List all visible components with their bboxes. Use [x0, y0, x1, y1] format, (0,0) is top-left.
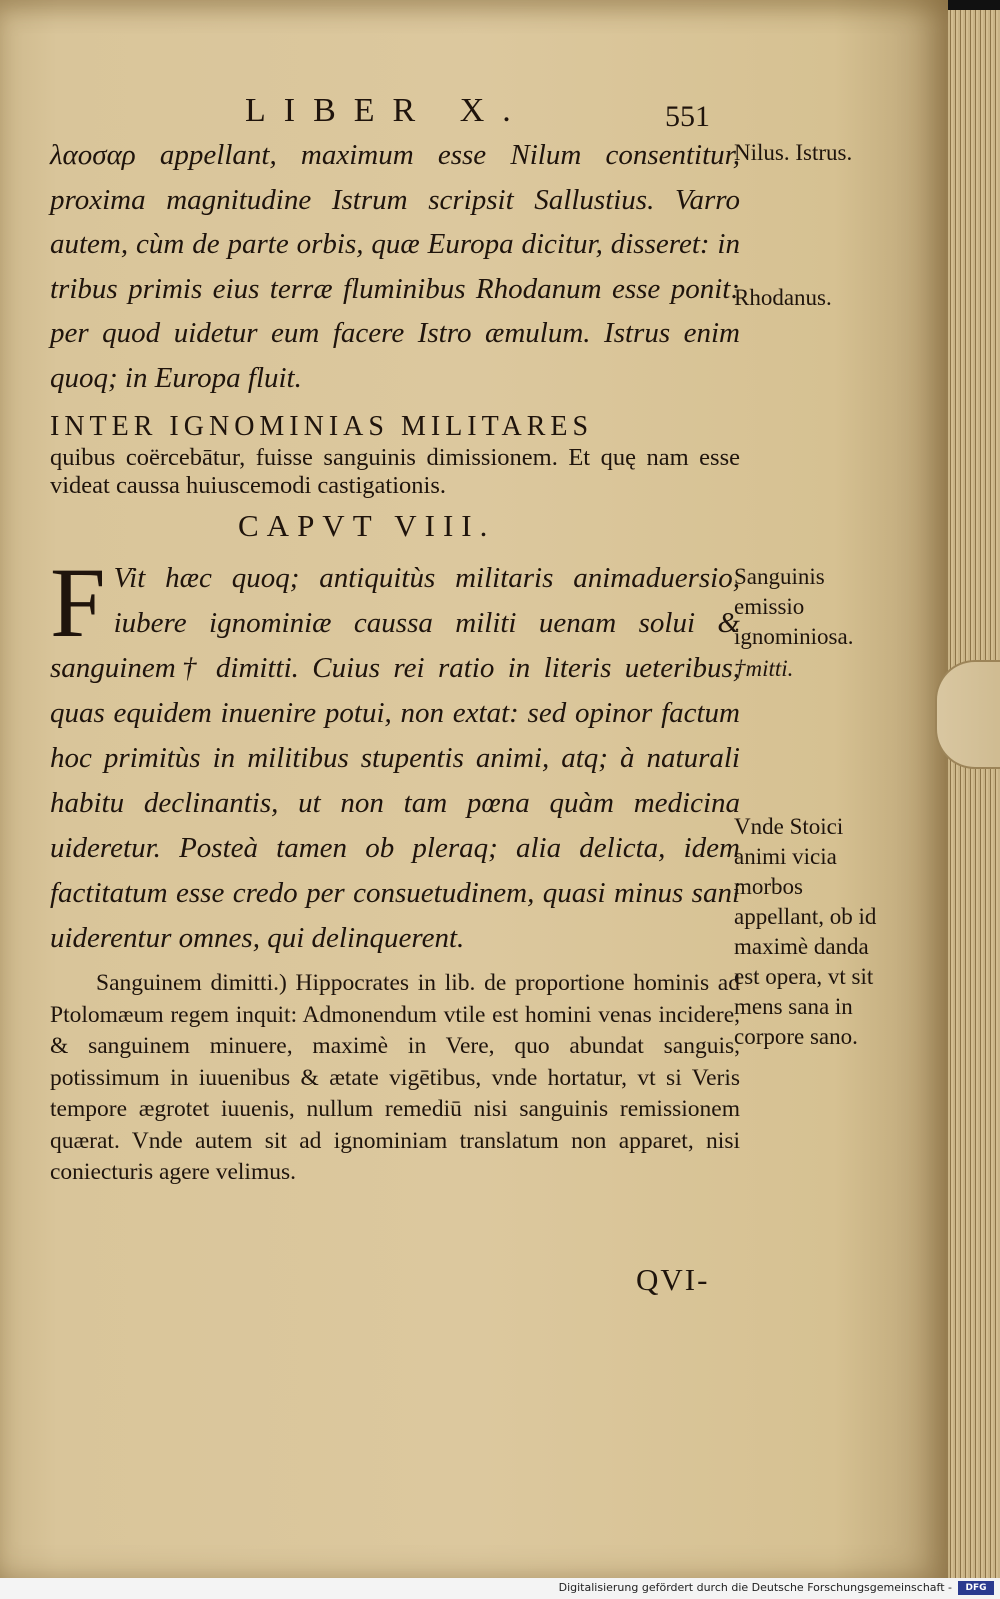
paragraph-2-text: Vit hæc quoq; antiquitùs militaris animaduersio, iubere ignominiæ caussa militi uenam solui & sanguinem† dimitti. Cuius rei ratio in literis ueteribus, quas equidem inuenire potui, non extat: sed opinor factum hoc primitùs in militibus stupentis animi, atq; à naturali habitu declinantis, ut non tam pœna quàm medicina uideretur. Posteà tamen ob pleraq; alia delicta, idem factitatum esse credo per consuetudinem, quasi minus sani uiderentur omnes, qui delinquerent.	[50, 562, 740, 954]
running-head: LIBER X.	[245, 92, 529, 129]
heading-caps: INTER IGNOMINIAS MILITARES	[50, 411, 594, 442]
page-number: 551	[665, 100, 710, 133]
footer-credit: Digitalisierung gefördert durch die Deutsche Forschungsgemeinschaft -	[558, 1581, 952, 1594]
margin-note-mitti: †mitti.	[734, 656, 794, 681]
margin-note-sanguinis: Sanguinis emissio ignominiosa.	[734, 564, 854, 649]
chapter-title: CAPVT VIII.	[238, 508, 496, 543]
page-edges	[948, 10, 1000, 1578]
paragraph-1: λαοσαρ appellant, maximum esse Nilum consentitur, proxima magnitudine Istrum scripsit Sallustius. Varro autem, cùm de parte orbis, quæ Europa dicitur, disseret: in tribus primis eius terræ fluminibus Rhodanum esse ponit: per quod uidetur eum facere Istro æmulum. Istrus enim quoq; in Europa fluit.	[50, 139, 740, 394]
margin-note-stoici: Vnde Stoici animi vicia morbos appellant, ob id maximè danda est opera, vt sit mens sana in corpore sano.	[734, 814, 877, 1049]
margin-note-nilus: Nilus. Istrus.	[734, 140, 853, 165]
drop-capital: F	[50, 547, 106, 658]
section-heading	[50, 410, 740, 500]
paragraph-2	[50, 547, 740, 961]
heading-subtitle: quibus coërcebātur, fuisse sanguinis dimissionem. Et quę nam esse videat caussa huiuscemodi castigationis.	[50, 444, 740, 499]
dfg-logo-icon: DFG	[958, 1581, 994, 1595]
bookmark-tab	[935, 660, 1000, 769]
catchword: QVI-	[636, 1262, 710, 1297]
margin-note-rhodanus: Rhodanus.	[734, 285, 832, 310]
commentary-note: Sanguinem dimitti.) Hippocrates in lib. de proportione hominis ad Ptolomæum regem inquit: Admonendum vtile est homini venas incidere, & sanguinem minuere, maximè in Vere, quo abundat sanguis, potissimum in iuuenibus & ætate vigētibus, vnde hortatur, vt si Veris tempore ægrotet iuuenis, nullum remediū nisi sanguinis remissionem quærat. Vnde autem sit ad ignominiam translatum non apparet, nisi coniecturis agere velimus.	[50, 970, 740, 1185]
